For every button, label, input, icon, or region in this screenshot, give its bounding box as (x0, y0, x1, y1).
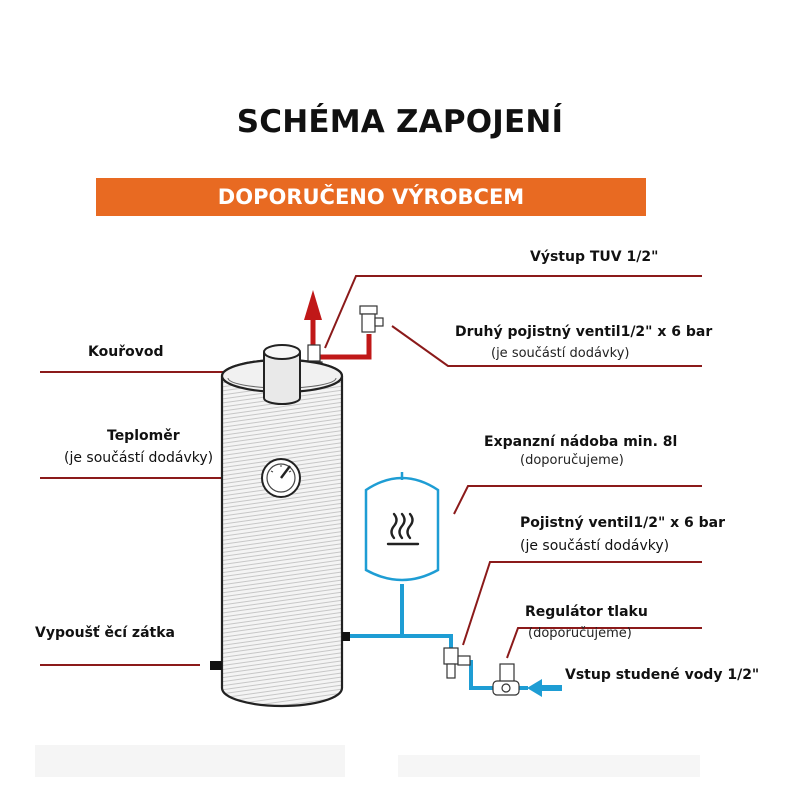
second-safety-valve-icon (360, 306, 383, 332)
label-second-valve-note: (je součástí dodávky) (491, 346, 630, 361)
leader-expansion (454, 486, 702, 514)
label-drain-plug: Vypoušť ěcí zátka (35, 625, 175, 641)
label-expansion-note: (doporučujeme) (520, 453, 624, 468)
bottom-strip-left (35, 745, 345, 777)
label-regulator: Regulátor tlaku (525, 604, 648, 620)
label-expansion: Expanzní nádoba min. 8l (484, 434, 678, 450)
label-chimney: Kouřovod (88, 344, 164, 360)
arrow-up-icon (304, 290, 322, 320)
label-thermometer-note: (je součástí dodávky) (64, 450, 214, 466)
pressure-regulator-icon (493, 664, 519, 695)
gauge-icon (262, 459, 300, 497)
drain-plug-icon (210, 661, 222, 670)
water-heater-tank (222, 360, 342, 706)
label-thermometer: Teploměr (107, 428, 180, 444)
bottom-strip-right (398, 755, 700, 777)
label-second-valve-spec: 1/2" x 6 bar (620, 324, 713, 340)
label-second-valve (455, 325, 712, 339)
chimney-pipe (264, 345, 300, 404)
label-safety-valve (520, 516, 725, 530)
label-hot-outlet: Výstup TUV 1/2" (530, 249, 659, 265)
label-cold-inlet: Vstup studené vody 1/2" (565, 667, 760, 683)
expansion-vessel-icon (366, 472, 438, 580)
label-safety-valve-spec: 1/2" x 6 bar (633, 515, 726, 531)
label-second-valve-name: Druhý pojistný ventil (455, 324, 621, 340)
diagram-title: SCHÉMA ZAPOJENÍ (236, 104, 564, 140)
recommended-banner: DOPORUČENO VÝROBCEM (96, 178, 646, 216)
arrow-left-icon (527, 679, 562, 697)
safety-valve-icon (444, 648, 470, 678)
label-safety-valve-note: (je součástí dodávky) (520, 538, 670, 554)
label-regulator-note: (doporučujeme) (528, 626, 632, 641)
label-safety-valve-name: Pojistný ventil (520, 515, 634, 531)
